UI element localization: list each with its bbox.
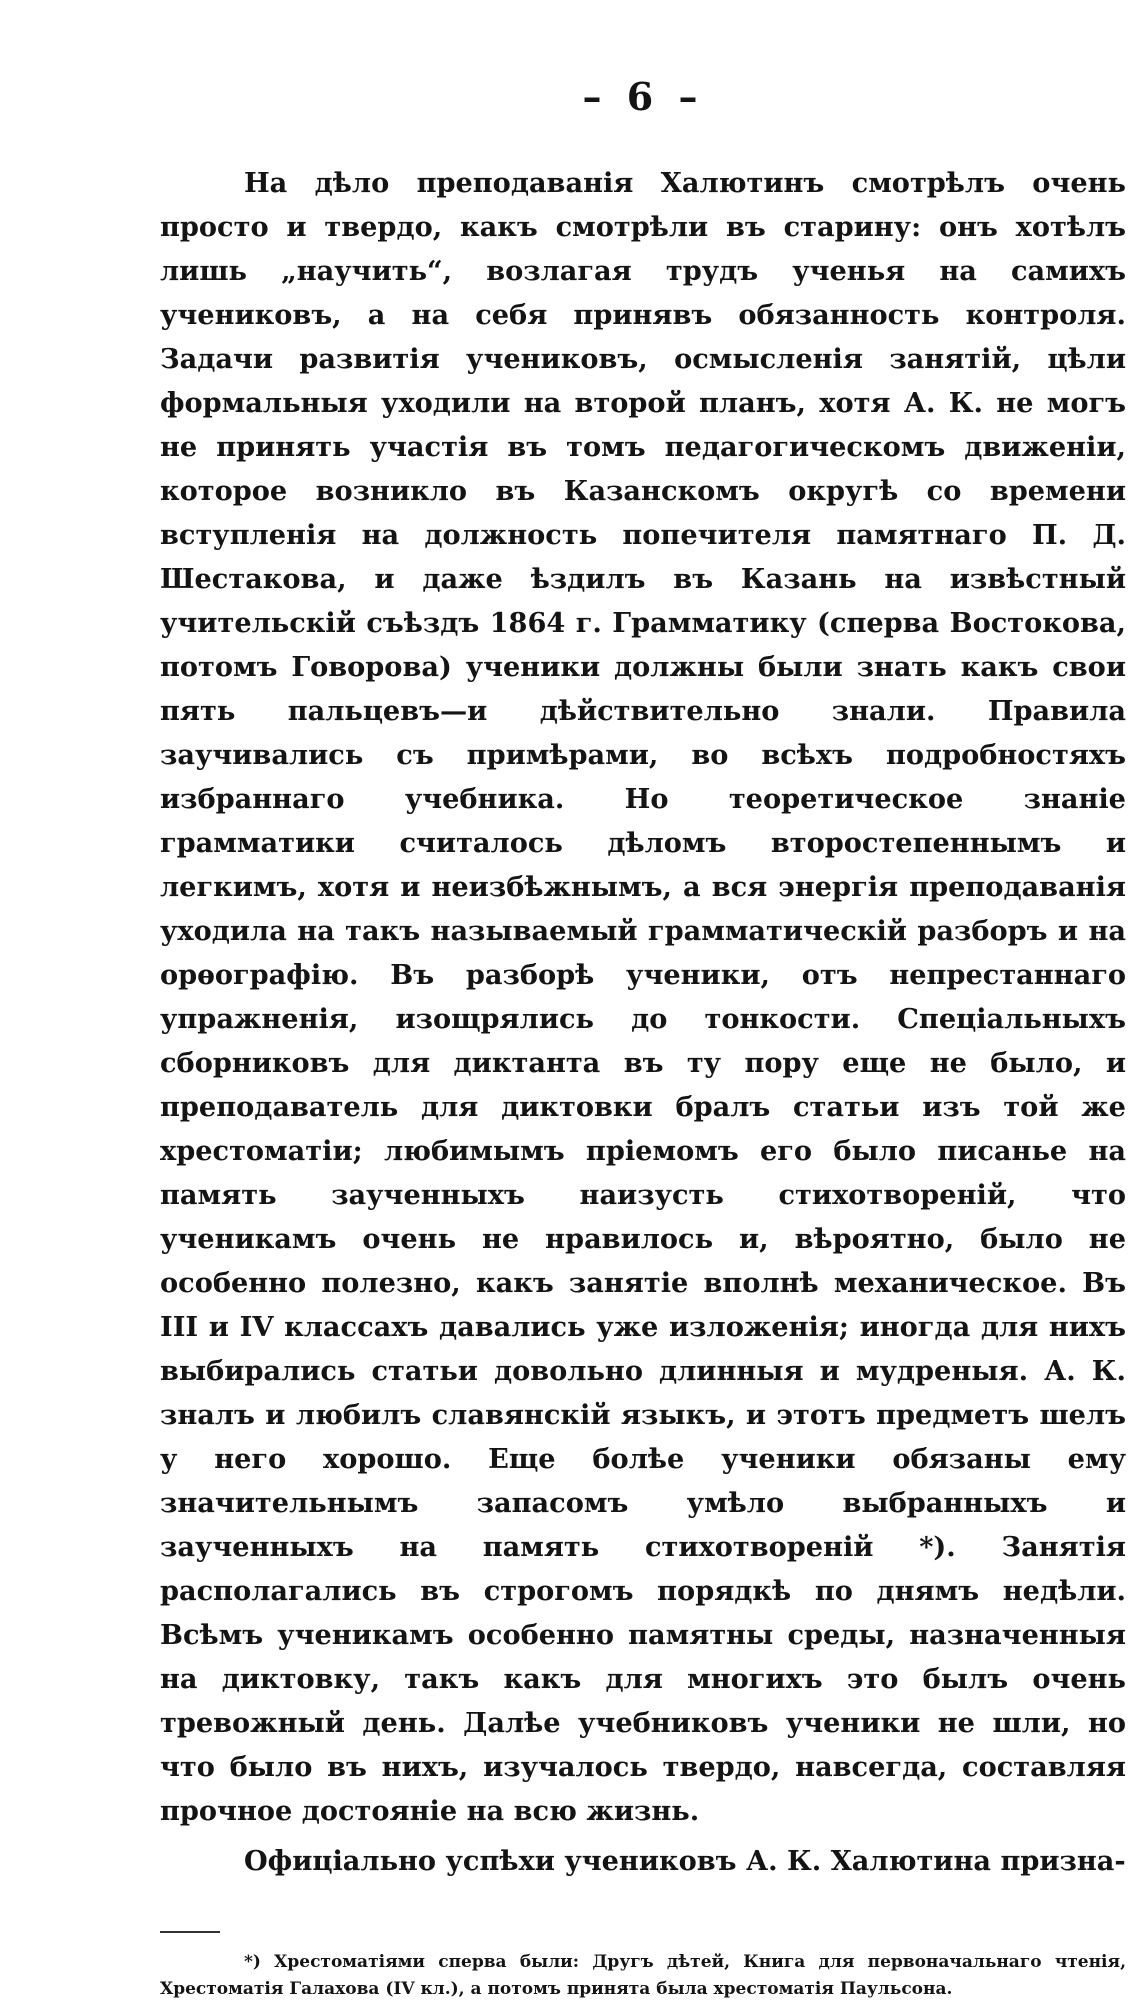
body-text <box>160 161 1126 1883</box>
paragraph: На дѣло преподаванія Халютинъ смотрѣлъ очень просто и твердо, какъ смотрѣли въ старину: онъ хотѣлъ лишь „научить“, возлагая трудъ ученья на самихъ учениковъ, а на себя принявъ обязанность контроля. Задачи развитія учениковъ, осмысленія занятій, цѣли формальныя уходили на второй планъ, хотя А. К. не могъ не принять участія въ томъ педагогическомъ движеніи, которое возникло въ Казанскомъ округѣ со времени вступленія на должность попечителя памятнаго П. Д. Шестакова, и даже ѣздилъ въ Казань на извѣстный учительскій съѣздъ 1864 г. Грамматику (сперва Востокова, потомъ Говорова) ученики должны были знать какъ свои пять пальцевъ—и дѣйствительно знали. Правила заучивались съ примѣрами, во всѣхъ подробностяхъ избраннаго учебника. Но теоретическое знаніе грамматики считалось дѣломъ второстепеннымъ и легкимъ, хотя и неизбѣжнымъ, а вся энергія преподаванія уходила на такъ называемый грамматическій разборъ и на орѳографію. Въ разборѣ ученики, отъ непрестаннаго упражненія, изощрялись до тонкости. Спеціальныхъ сборниковъ для диктанта въ ту пору еще не было, и преподаватель для диктовки бралъ статьи изъ той же хрестоматіи; любимымъ пріемомъ его было писанье на память заученныхъ наизусть стихотвореній, что ученикамъ очень не нравилось и, вѣроятно, было не особенно полезно, какъ занятіе вполнѣ механическое. Въ III и IV классахъ давались уже изложенія; иногда для нихъ выбирались статьи довольно длинныя и мудреныя. А. К. зналъ и любилъ славянскій языкъ, и этотъ предметъ шелъ у него хорошо. Еще болѣе ученики обязаны ему значительнымъ запасомъ умѣло выбранныхъ и заученныхъ на память стихотвореній *). Занятія располагались въ строгомъ порядкѣ по днямъ недѣли. Всѣмъ ученикамъ особенно памятны среды, назначенныя на диктовку, такъ какъ для многихъ это былъ очень тревожный день. Далѣе учебниковъ ученики не шли, но что было въ нихъ, изучалось твердо, навсегда, составляя прочное достояніе на всю жизнь. <box>160 167 1126 1827</box>
paragraph: Офиціально успѣхи учениковъ А. К. Халютина призна- <box>244 1845 1126 1877</box>
footnote-divider <box>160 1931 220 1933</box>
page-number: – 6 – <box>582 74 704 119</box>
footnote: *) Хрестоматіями сперва были: Другъ дѣтей, Книга для первоначальнаго чтенія, Хрестоматія Галахова (IV кл.), а потомъ принята была хрестоматія Паульсона. <box>160 1952 1126 1999</box>
